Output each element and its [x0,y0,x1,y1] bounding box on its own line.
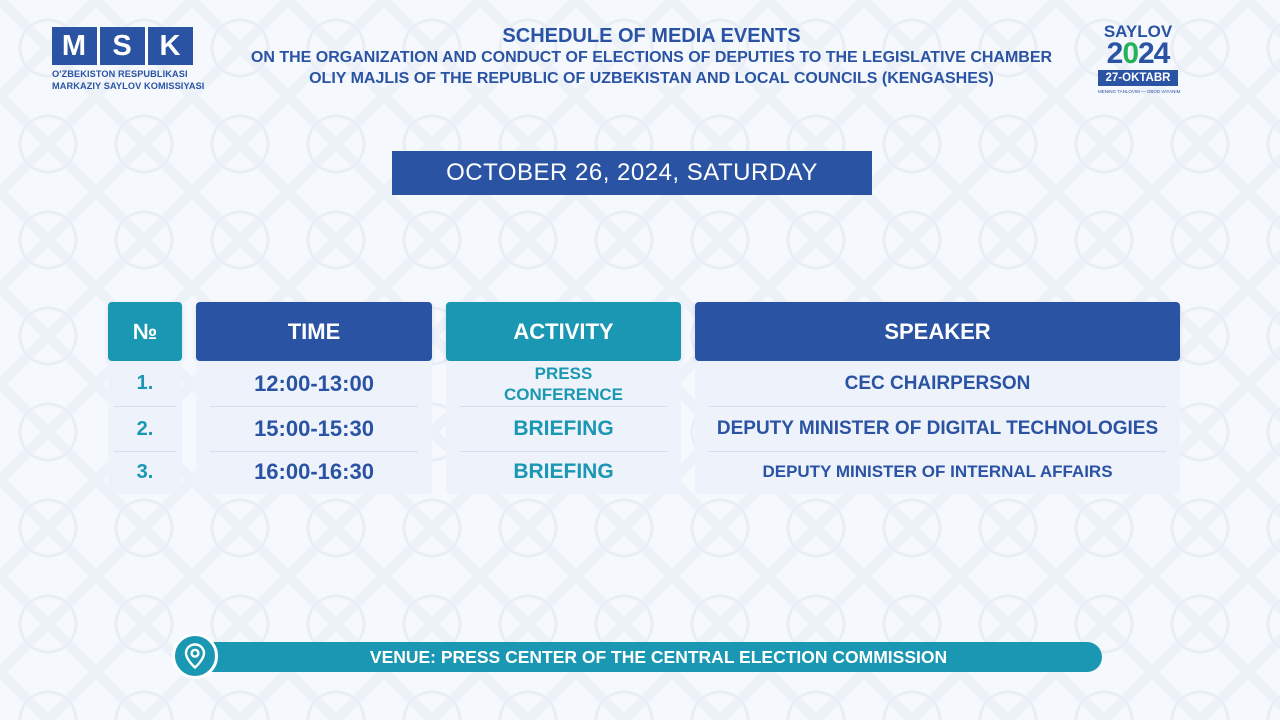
title-line-1: SCHEDULE OF MEDIA EVENTS [502,25,801,47]
msk-logo-letters [52,27,193,65]
row-time: 15:00-15:30 [210,407,418,452]
location-pin-svg [184,643,206,669]
saylov-label: SAYLOV [1103,22,1173,41]
row-time: 12:00-13:00 [210,361,418,407]
row-speaker: DEPUTY MINISTER OF DIGITAL TECHNOLOGIES [709,407,1166,452]
checkmark-zero: 0 [1122,37,1138,70]
column-activity-body [446,361,681,494]
msk-logo [52,27,205,92]
location-pin-icon [172,633,218,679]
title-line-2: ON THE ORGANIZATION AND CONDUCT OF ELECTIONS OF DEPUTIES TO THE LEGISLATIVE CHAMBER [250,49,1053,66]
msk-letter: M [61,30,88,62]
year-digit: 2 [1106,37,1123,70]
msk-letter: S [97,27,145,65]
venue-bar: VENUE: PRESS CENTER OF THE CENTRAL ELECTION COMMISSION [195,642,1102,672]
column-number-body [108,361,182,494]
saylov-date: 27-OKTABR [1098,70,1178,86]
row-time: 16:00-16:30 [254,459,374,484]
row-activity: BRIEFING [513,460,614,483]
msk-subtitle-line2: MARKAZIY SAYLOV KOMISSIYASI [52,81,205,91]
title-line-3: OLIY MAJLIS OF THE REPUBLIC OF UZBEKISTAN AND LOCAL COUNCILS (KENGASHES) [309,70,994,87]
row-speaker: CEC CHAIRPERSON [709,361,1166,407]
row-number: 1. [114,361,176,407]
saylov-year [1098,37,1178,70]
msk-letter: K [145,27,193,65]
row-activity: PRESS CONFERENCE [460,361,667,407]
date-banner: OCTOBER 26, 2024, SATURDAY [392,151,872,195]
column-speaker [695,302,1180,494]
header-activity: ACTIVITY [446,302,681,361]
saylov-tagline: MENING TANLOVIM — OBOD VATANIM [1098,89,1181,94]
header-speaker: SPEAKER [695,302,1180,361]
saylov-2024-logo [1098,22,1181,94]
row-activity: BRIEFING [460,407,667,452]
header-number: № [108,302,182,361]
header-time: TIME [196,302,432,361]
column-activity [446,302,681,494]
column-speaker-body [695,361,1180,494]
msk-subtitle-line1: O'ZBEKISTON RESPUBLIKASI [52,69,188,79]
row-number: 3. [136,460,154,483]
row-number: 2. [114,407,176,452]
page-title [205,25,1098,89]
column-time [196,302,432,494]
year-digits: 24 [1138,37,1170,70]
column-time-body [196,361,432,494]
column-number [108,302,182,494]
row-speaker: DEPUTY MINISTER OF INTERNAL AFFAIRS [762,462,1113,481]
